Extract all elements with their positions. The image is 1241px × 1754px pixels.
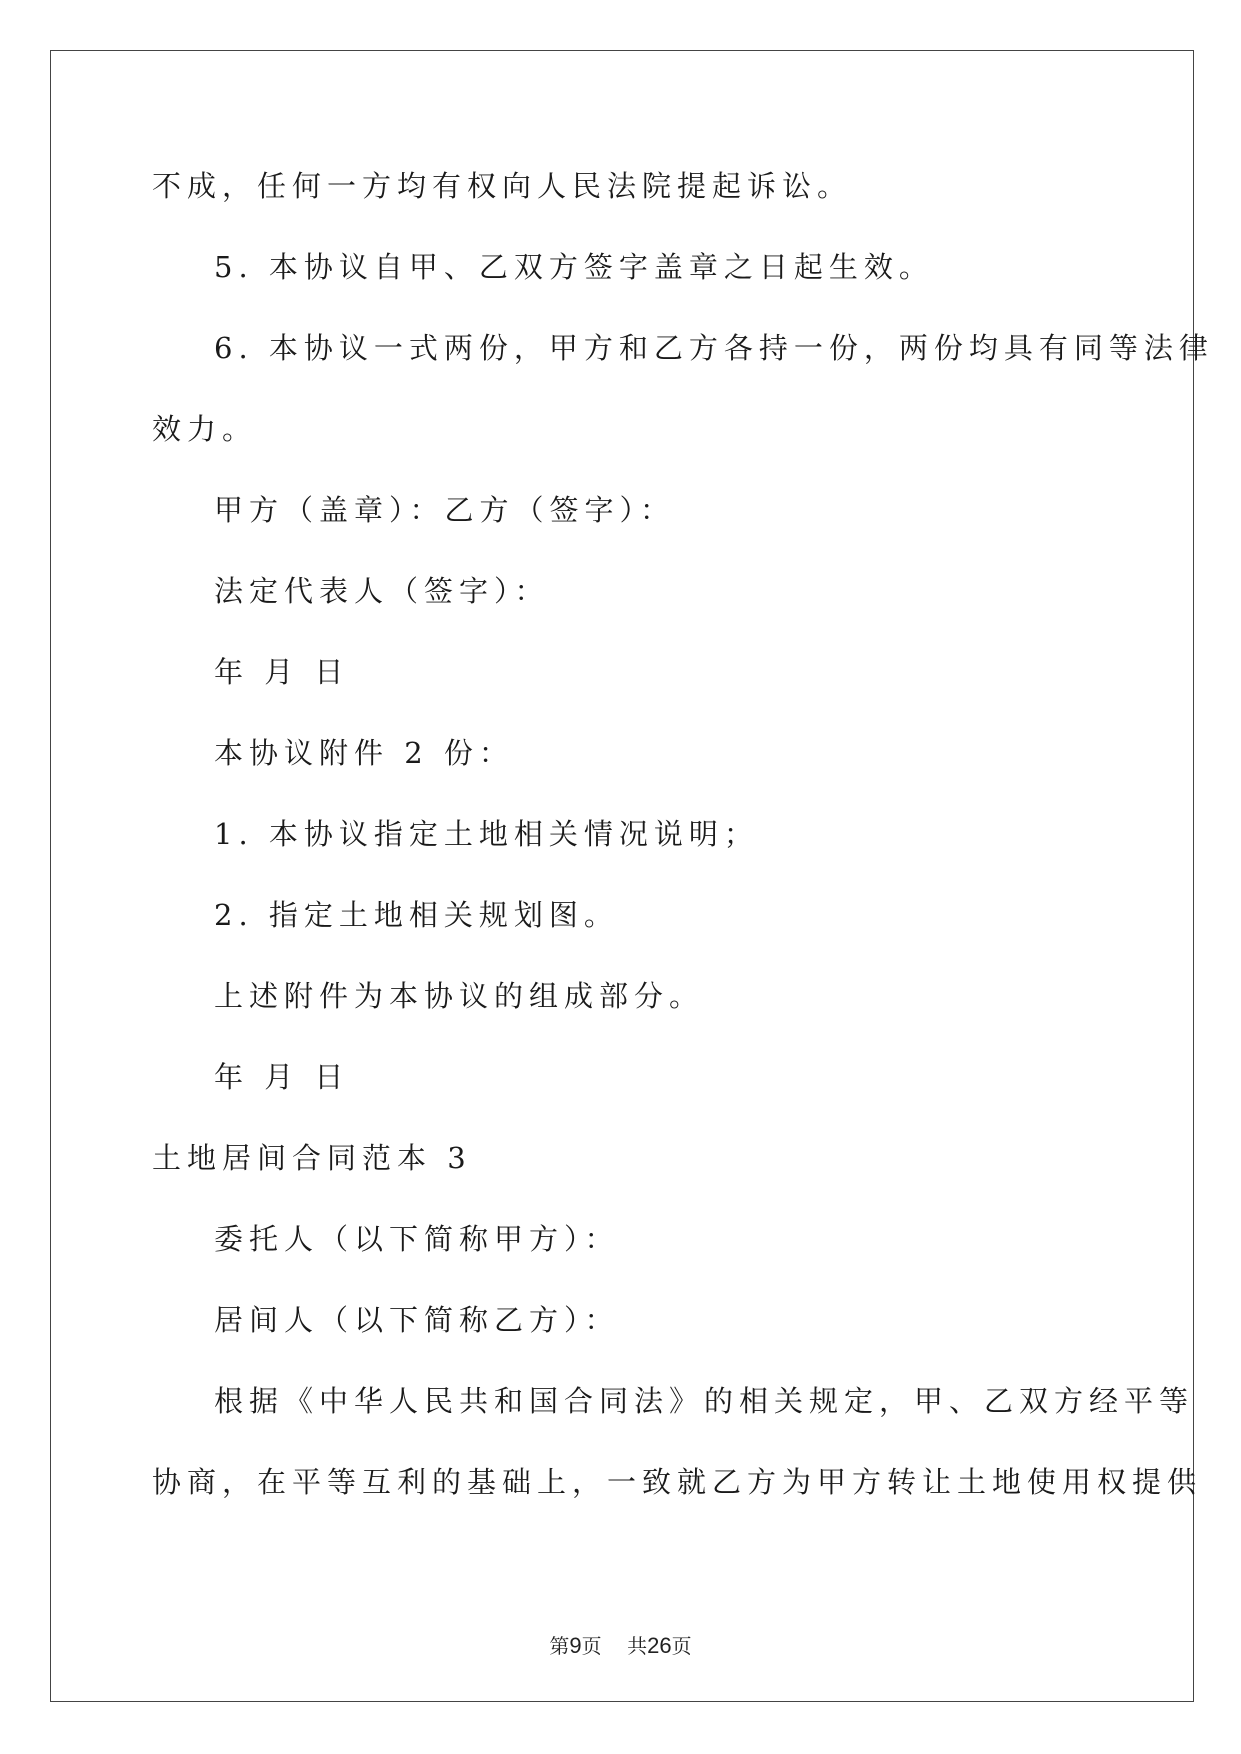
footer-page-prefix: 第 [549, 1634, 570, 1658]
text-line-1: 不成，任何一方均有权向人民法院提起诉讼。 [152, 169, 853, 203]
text-line-11: 上述附件为本协议的组成部分。 [214, 979, 705, 1013]
footer-page-suffix: 页 [581, 1634, 602, 1658]
text-line-3: 6. 本协议一式两份，甲方和乙方各持一份，两份均具有同等法律 [214, 331, 1214, 365]
footer-total-prefix: 共 [627, 1634, 648, 1658]
text-line-5: 甲方（盖章）：乙方（签字）： [214, 493, 676, 527]
text-line-17: 协商，在平等互利的基础上，一致就乙方为甲方转让土地使用权提供 [152, 1465, 1203, 1499]
page-frame [50, 50, 1194, 1702]
text-line-15: 居间人（以下简称乙方）： [214, 1303, 620, 1337]
footer-total-suffix: 页 [671, 1634, 692, 1658]
text-line-2: 5. 本协议自甲、乙双方签字盖章之日起生效。 [214, 250, 934, 284]
text-line-4: 效力。 [152, 412, 258, 446]
text-line-10: 2. 指定土地相关规划图。 [214, 898, 619, 932]
page-footer [0, 1632, 1241, 1660]
text-line-7: 年 月 日 [214, 655, 350, 689]
text-line-9: 1. 本协议指定土地相关情况说明； [214, 817, 759, 851]
section-heading: 土地居间合同范本 3 [152, 1141, 472, 1175]
text-line-14: 委托人（以下简称甲方）： [214, 1222, 620, 1256]
text-line-8: 本协议附件 2 份： [214, 736, 514, 770]
text-line-12: 年 月 日 [214, 1060, 350, 1094]
footer-total-pages: 26 [647, 1633, 672, 1658]
text-line-6: 法定代表人（签字）： [214, 574, 550, 608]
footer-page-number: 9 [569, 1633, 582, 1658]
text-line-16: 根据《中华人民共和国合同法》的相关规定，甲、乙双方经平等 [214, 1384, 1195, 1418]
